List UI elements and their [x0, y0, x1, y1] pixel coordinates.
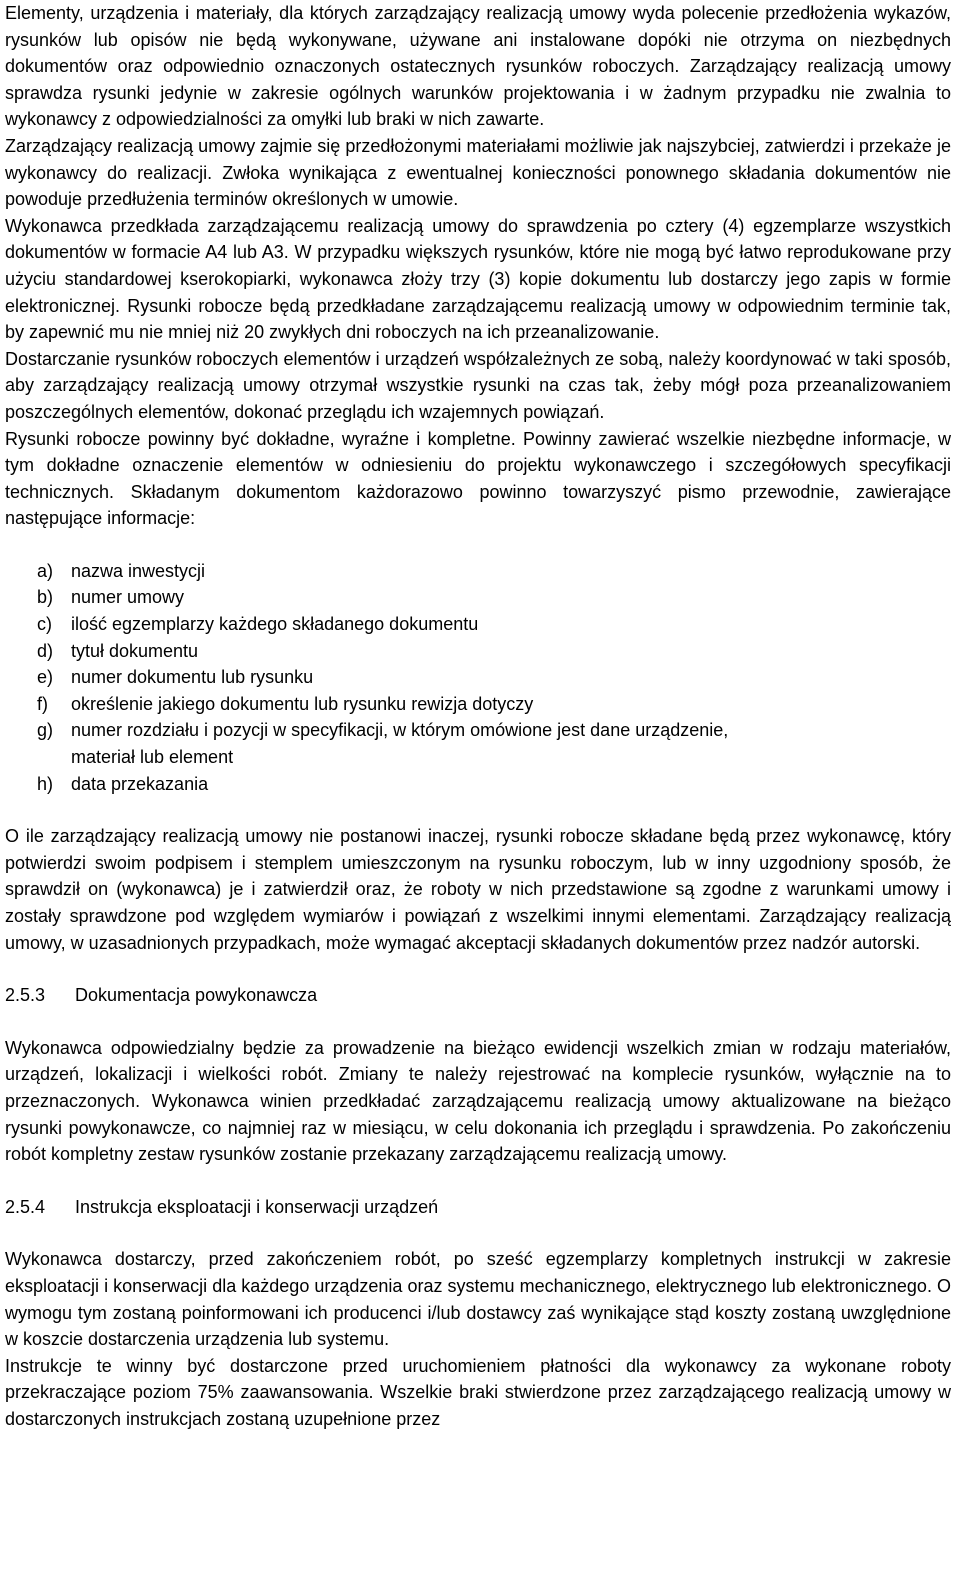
section-heading-2-5-4	[5, 1194, 951, 1221]
section-number: 2.5.3	[5, 985, 46, 1006]
info-list	[5, 558, 951, 797]
section-paragraph: Wykonawca odpowiedzialny będzie za prowadzenie na bieżąco ewidencji wszelkich zmian w rodzaju materiałów, urządzeń, lokalizacji i wielkości robót. Zmiany te należy rejestrować na komplecie rysunków, wyłącznie na to przeznaczonych. Wykonawca winien przedkładać zarządzającemu realizacją umowy aktualizowane na bieżąco rysunki powykonawcze, co najmniej raz w miesiącu, w celu dokonania ich przeglądu i sprawdzenia. Po zakończeniu robót kompletny zestaw rysunków zostanie przekazany zarządzającemu realizacją umowy.	[5, 1037, 951, 1165]
intro-paragraph: Rysunki robocze powinny być dokładne, wyraźne i kompletne. Powinny zawierać wszelkie niezbędne informacje, w tym dokładne oznaczenie elementów w odniesieniu do projektu wykonawczego i szczegółowych specyfikacji technicznych. Składanym dokumentom każdorazowo powinno towarzyszyć pismo przewodnie, zawierające następujące informacje:	[5, 428, 951, 529]
list-item	[5, 611, 951, 638]
spacer	[5, 1220, 951, 1246]
list-item	[5, 771, 951, 798]
list-item-text: numer dokumentu lub rysunku	[71, 667, 314, 688]
list-item-text: numer umowy	[71, 587, 185, 608]
spacer	[5, 1009, 951, 1035]
document-page	[5, 0, 951, 1433]
list-item	[5, 638, 951, 665]
list-marker: g)	[37, 720, 54, 741]
section-number: 2.5.4	[5, 1196, 46, 1217]
list-item-text: tytuł dokumentu	[71, 640, 199, 661]
intro-paragraph: Wykonawca przedkłada zarządzającemu realizacją umowy do sprawdzenia po cztery (4) egzemplarze wszystkich dokumentów w formacie A4 lub A3. W przypadku większych rysunków, które nie mogą być łatwo reprodukowane przy użyciu standardowej kserokopiarki, wykonawca złoży trzy (3) kopie dokumentu lub dostarczy jego zapis w formie elektronicznej. Rysunki robocze będą przedkładane zarządzającemu realizacją umowy w odpowiednim terminie tak, by zapewnić mu nie mniej niż 20 zwykłych dni roboczych na ich przeanalizowanie.	[5, 215, 951, 343]
list-item	[5, 558, 951, 585]
intro-paragraph: Elementy, urządzenia i materiały, dla których zarządzający realizacją umowy wyda polecenie przedłożenia wykazów, rysunków lub opisów nie będą wykonywane, używane ani instalowane dopóki nie otrzyma on niezbędnych dokumentów oraz odpowiednio oznaczonych ostatecznych rysunków roboczych. Zarządzający realizacją umowy sprawdza rysunki jedynie w zakresie ogólnych warunków projektowania i w żadnym przypadku nie zwalnia to wykonawcy z odpowiedzialności za omyłki lub braki w nich zawarte.	[5, 3, 951, 130]
section-heading-2-5-3	[5, 982, 951, 1009]
list-item-text: data przekazania	[71, 773, 209, 794]
after-list-paragraph: O ile zarządzający realizacją umowy nie postanowi inaczej, rysunki robocze składane będą przez wykonawcę, który potwierdzi swoim podpisem i stemplem umieszczonym na rysunku roboczym, lub w inny uzgodniony sposób, że sprawdził on (wykonawca) je i zatwierdził oraz, że roboty w nich przedstawione są zgodne z warunkami umowy i zostały sprawdzone pod względem wymiarów i powiązań z wszelkimi innymi elementami. Zarządzający realizacją umowy, w uzasadnionych przypadkach, może wymagać akceptacji składanych dokumentów przez nadzór autorski.	[5, 826, 951, 953]
list-marker: h)	[37, 773, 54, 794]
list-item	[5, 664, 951, 691]
list-item-text: nazwa inwestycji	[71, 560, 206, 581]
spacer	[5, 1168, 951, 1194]
list-marker: a)	[37, 560, 54, 581]
list-marker: c)	[37, 614, 52, 635]
list-marker: f)	[37, 693, 48, 714]
list-marker: b)	[37, 587, 54, 608]
section-paragraph: Instrukcje te winny być dostarczone przed uruchomieniem płatności dla wykonawcy za wykonane roboty przekraczające poziom 75% zaawansowania. Wszelkie braki stwierdzone przez zarządzającego realizacją umowy w dostarczonych instrukcjach zostaną uzupełnione przez	[5, 1355, 951, 1429]
list-item-text: numer rozdziału i pozycji w specyfikacji, w którym omówione jest dane urządzenie, materiał lub element	[71, 720, 729, 768]
spacer	[5, 532, 951, 558]
list-item	[5, 691, 951, 718]
spacer	[5, 956, 951, 982]
section-paragraph: Wykonawca dostarczy, przed zakończeniem robót, po sześć egzemplarzy kompletnych instrukcji w zakresie eksploatacji i konserwacji dla każdego urządzenia oraz systemu mechanicznego, elektrycznego lub elektronicznego. O wymogu tym zostaną poinformowani ich producenci i/lub dostawcy zaś wynikające stąd koszty zostaną uwzględnione w koszcie dostarczenia urządzenia lub systemu.	[5, 1249, 951, 1350]
list-marker: d)	[37, 640, 54, 661]
spacer	[5, 797, 951, 823]
list-item-text: określenie jakiego dokumentu lub rysunku rewizja dotyczy	[71, 693, 534, 714]
list-marker: e)	[37, 667, 54, 688]
intro-paragraph: Zarządzający realizacją umowy zajmie się przedłożonymi materiałami możliwie jak najszybciej, zatwierdzi i przekaże je wykonawcy do realizacji. Zwłoka wynikająca z ewentualnej konieczności ponownego składania dokumentów nie powoduje przedłużenia terminów określonych w umowie.	[5, 135, 951, 210]
intro-paragraph: Dostarczanie rysunków roboczych elementów i urządzeń współzależnych ze sobą, należy koordynować w taki sposób, aby zarządzający realizacją umowy otrzymał wszystkie rysunki na czas tak, żeby mógł poza przeanalizowaniem poszczególnych elementów, dokonać przeglądu ich wzajemnych powiązań.	[5, 348, 951, 422]
section-title: Dokumentacja powykonawcza	[75, 985, 318, 1006]
list-item	[5, 717, 771, 770]
list-item-text: ilość egzemplarzy każdego składanego dokumentu	[71, 614, 479, 635]
section-title: Instrukcja eksploatacji i konserwacji urządzeń	[75, 1196, 439, 1217]
list-item	[5, 584, 951, 611]
